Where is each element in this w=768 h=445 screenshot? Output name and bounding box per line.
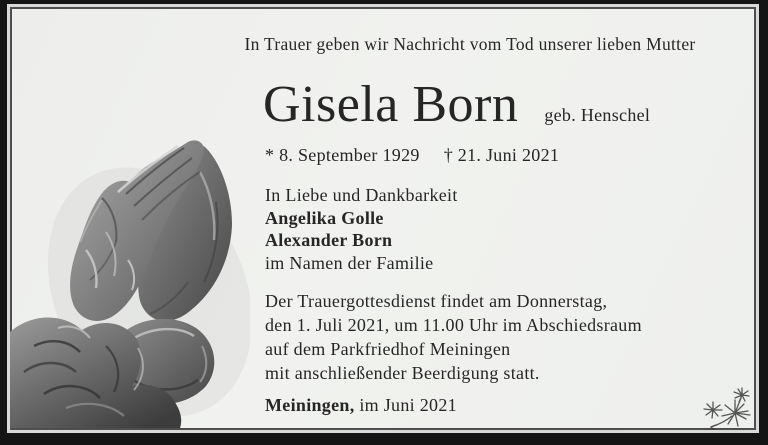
intro-line: In Trauer geben wir Nachricht vom Tod unserer lieben Mutter: [244, 34, 696, 54]
dandelion-flourish-icon: [700, 382, 756, 430]
dedication-suffix: im Namen der Familie: [265, 252, 434, 273]
service-line: den 1. Juli 2021, um 11.00 Uhr im Abschiedsraum: [265, 315, 642, 335]
service-line: Der Trauergottesdienst findet am Donnerstag,: [265, 291, 608, 311]
mourner-name: Angelika Golle: [265, 207, 384, 228]
name-row: [263, 78, 650, 133]
service-line: auf dem Parkfriedhof Meiningen: [265, 339, 511, 359]
praying-hands-image: [10, 132, 250, 428]
death-date: † 21. Juni 2021: [443, 145, 560, 165]
life-dates: [265, 145, 559, 166]
service-line: mit anschließender Beerdigung statt.: [265, 363, 540, 383]
service-block: [265, 289, 642, 385]
closing-date: im Juni 2021: [354, 395, 457, 415]
mourner-name: Alexander Born: [265, 230, 393, 250]
closing-place: Meiningen,: [265, 395, 355, 415]
deceased-name: Gisela Born: [263, 76, 519, 133]
dedication-line: In Liebe und Dankbarkeit: [265, 185, 458, 205]
birth-date: * 8. September 1929: [265, 145, 420, 165]
dedication-block: [265, 184, 458, 274]
closing-line: [265, 395, 457, 416]
maiden-name: geb. Henschel: [544, 105, 651, 125]
